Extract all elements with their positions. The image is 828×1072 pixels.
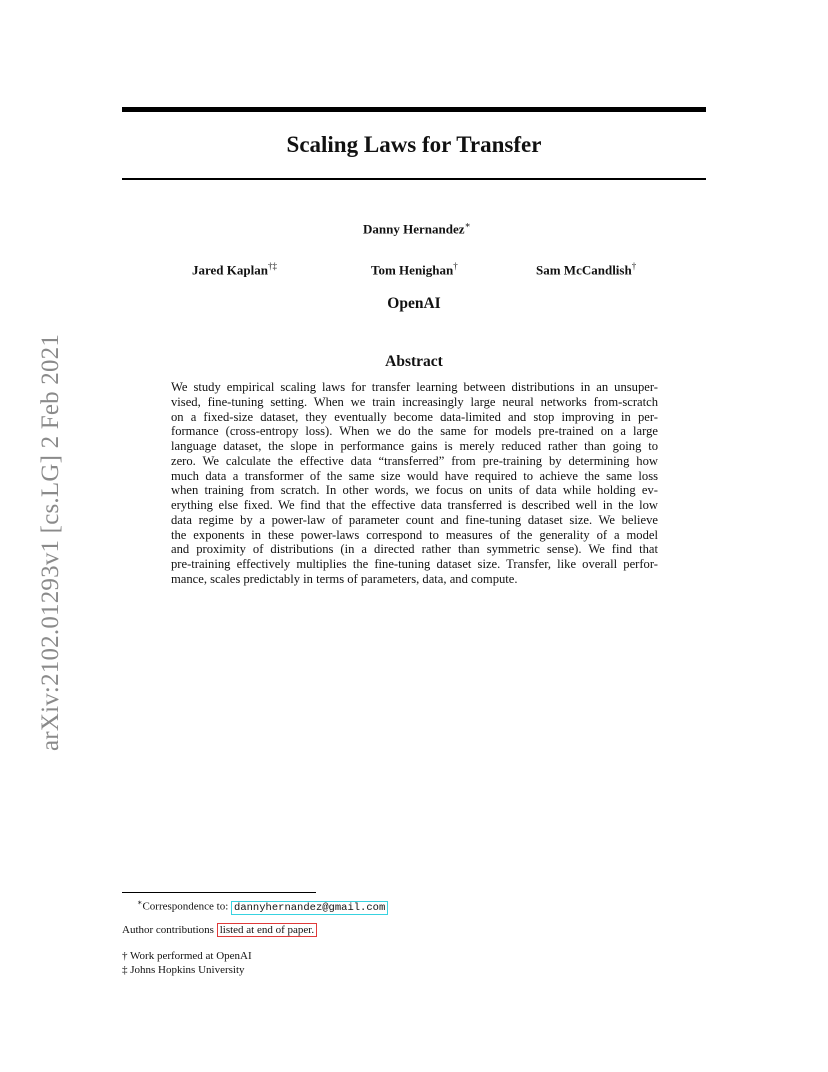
author-name: Tom Henighan: [371, 262, 454, 278]
title-bottom-rule: [122, 178, 706, 180]
author-name: Sam McCandlish: [536, 262, 632, 278]
abstract-line: and proximity of distributions (in a directed rather than symmetric sense). We find that: [171, 542, 658, 557]
abstract-line: pre-training effectively multiplies the fine-tuning dataset size. Transfer, like overall perfor-: [171, 557, 658, 571]
footnote-contributions: [122, 924, 317, 937]
author-mark: ∗: [464, 220, 471, 230]
abstract-line: mance, scales predictably in terms of parameters, data, and compute.: [171, 571, 518, 586]
abstract-line: the exponents in these power-laws correspond to measures of the generality of a model: [171, 527, 658, 542]
abstract-line: language dataset, the slope in performance gains is merely reduced rather than going to: [171, 439, 658, 453]
author-jared-kaplan: [192, 258, 277, 278]
email-link[interactable]: dannyhernandez@gmail.com: [231, 901, 388, 915]
author-mark: †: [453, 261, 458, 271]
author-danny-hernandez: [363, 217, 471, 237]
abstract-body: [171, 380, 658, 587]
author-mark: †: [631, 261, 637, 271]
abstract-line: We study empirical scaling laws for transfer learning between distributions in an unsuper-: [171, 380, 658, 394]
abstract-line: data regime by a power-law of parameter count and fine-tuning dataset size. We believe: [171, 512, 658, 527]
abstract-line: much data a transformer of the same size would have required to achieve the same loss: [171, 468, 658, 483]
correspondence-label: Correspondence to:: [142, 900, 232, 913]
affiliation: OpenAI: [387, 295, 441, 312]
author-sam-mccandlish: [536, 258, 636, 278]
contributions-link[interactable]: listed at end of paper.: [217, 923, 317, 937]
footnote-mark: ∗: [137, 898, 143, 907]
author-mark: †‡: [267, 261, 277, 271]
footnote-correspondence: [137, 896, 388, 915]
footnote-rule: [122, 892, 316, 893]
abstract-heading: Abstract: [385, 353, 443, 370]
author-name: Jared Kaplan: [192, 262, 268, 278]
author-tom-henighan: [371, 258, 458, 278]
abstract-line: zero. We calculate the effective data “transferred” from pre-training by determining how: [171, 453, 658, 468]
abstract-line: formance (cross-entropy loss). When we do the same for models pre-trained on a large: [171, 424, 658, 439]
arxiv-identifier-stamp: arXiv:2102.01293v1 [cs.LG] 2 Feb 2021: [37, 333, 64, 751]
abstract-line: erything else fixed. We find that the effective data transferred is described well in the low: [171, 498, 658, 512]
paper-title: Scaling Laws for Transfer: [286, 132, 542, 157]
footnote-double-dagger: ‡ Johns Hopkins University: [122, 964, 245, 976]
footnote-dagger: † Work performed at OpenAI: [122, 950, 252, 962]
abstract-line: on a fixed-size dataset, they eventually become data-limited and stop improving in per-: [171, 409, 658, 424]
abstract-line: vised, fine-tuning setting. When we train increasingly large neural networks from-scratch: [171, 394, 658, 409]
abstract-line: when training from scratch. In other words, we focus on units of data while holding ev-: [171, 483, 658, 498]
title-top-rule: [122, 107, 706, 112]
author-name: Danny Hernandez: [363, 221, 465, 237]
contributions-label: Author contributions: [122, 924, 217, 936]
